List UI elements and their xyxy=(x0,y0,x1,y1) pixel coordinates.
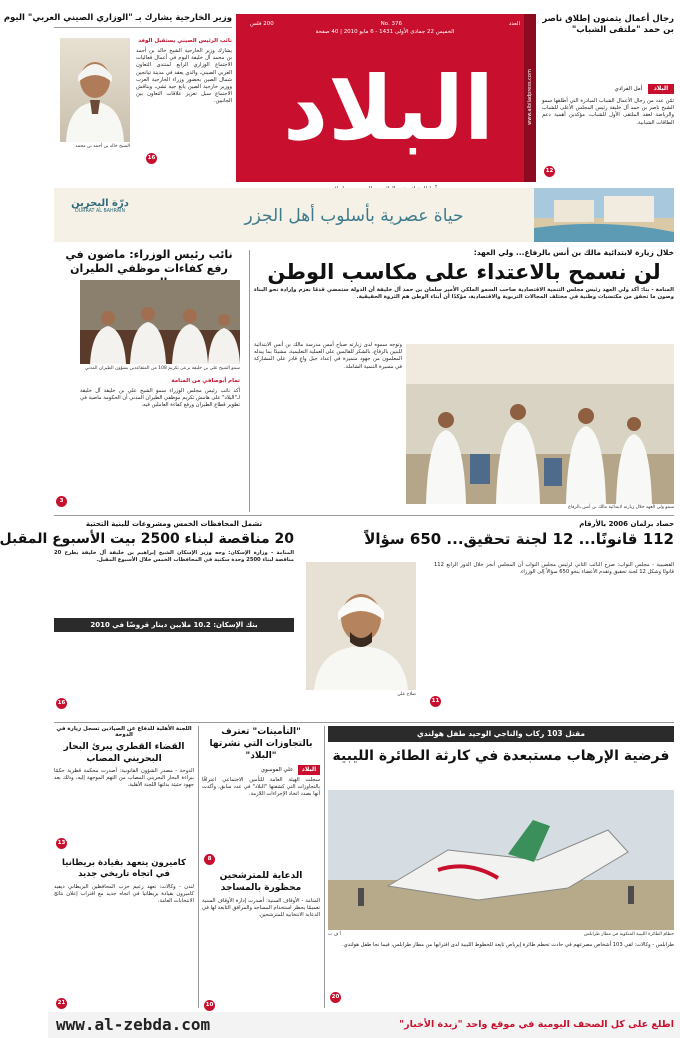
justice-story xyxy=(54,726,194,852)
crash-title: فرضية الإرهاب مستبعدة في كارثة الطائرة الليبية xyxy=(332,748,670,764)
insurance-author: علي الموسوي xyxy=(260,767,294,773)
masthead-info xyxy=(250,20,520,50)
footer-site[interactable]: www.al-zebda.com xyxy=(56,1015,211,1034)
parliament-caption: صلاح علي xyxy=(397,692,416,697)
parliament-story xyxy=(300,520,674,716)
column-divider xyxy=(249,250,250,512)
cameron-page-number: 21 xyxy=(56,998,67,1009)
crash-photo xyxy=(328,790,674,930)
justice-kicker: اللجنة الأهلية للدفاع عن الصيادين تسجل زيارة في الدوحة xyxy=(56,726,192,738)
issue-label: العدد xyxy=(508,21,520,27)
author-name: تمام أبوصافي من المنامة xyxy=(171,378,240,384)
fm-caption: الشيخ خالد بن أحمد بن محمد xyxy=(75,144,130,149)
cameron-title: كاميرون يتعهد بقيادة بريطانيا في اتجاه تاريخي جديد xyxy=(62,858,186,879)
divider-h1 xyxy=(54,515,674,516)
campaign-story xyxy=(202,870,320,1012)
divider-h2 xyxy=(54,722,674,723)
insurance-body: سجلت الهيئة العامة للتأمين الاجتماعي اعترافًا بالتجاوزات التي كشفتها "البلاد" في عدد سابق، وأكدت أنها بصدد اتخاذ الإجراءات اللازمة. xyxy=(202,777,320,798)
fm-kicker: نائب الرئيس الصيني يستقبل الوفد xyxy=(138,38,232,44)
tenders-banner xyxy=(54,618,294,632)
tenders-page-number: 16 xyxy=(56,698,67,709)
fm-photo xyxy=(60,38,130,142)
parliament-kicker: حصاد برلمان 2006 بالأرقام xyxy=(579,520,674,528)
tenders-story xyxy=(0,520,294,716)
lead-body: وتوجه سموه لدى زيارته صباح أمس مدرسة مالك بن أنس الابتدائية للبنين بالرفاع، بالشكر للقائمين على العملية التعليمية، مشيدًا بما يبذله المعلمون من جهود متميزة في إعداد جيل واعٍ قادر على المشاركة في مسيرة التنمية الشاملة. xyxy=(254,342,402,370)
crash-page-number: 20 xyxy=(330,992,341,1003)
issue-number: No. 376 xyxy=(380,21,402,27)
masthead-side-strip xyxy=(524,14,536,182)
deputy-pm-body: أكد نائب رئيس مجلس الوزراء سمو الشيخ علي بن خليفة آل خليفة لـ"البلاد" على هامش تكريم موظفي الطيران المدني أن الحكومة ماضية في تطوير قطاع الطيران ورفع كفاءة العاملين فيه. xyxy=(80,388,240,409)
ad-banner xyxy=(54,188,674,242)
parliament-title: 112 قانونًا... 12 لجنة تحقيق... 650 سؤالاً xyxy=(364,530,674,548)
side-strip-text: www.albiladpress.com xyxy=(527,69,533,125)
deputy-pm-photo xyxy=(80,280,240,364)
date-line: الخميس 22 جمادى الأولى 1431 - 6 مايو 2010 | 40 صفحة xyxy=(315,29,455,35)
deputy-pm-page-number: 3 xyxy=(56,496,67,507)
campaign-title: الدعاية للمترشحين محظورة بالمساجد xyxy=(219,871,303,893)
crash-caption: حطام الطائرة الليبية المنكوبة في مطار طرابلس xyxy=(584,932,674,937)
column-divider-2 xyxy=(198,726,199,1008)
lead-kicker: خلال زيارة لابتدائية مالك بن أنس بالرفاع... ولي العهد: xyxy=(473,248,674,257)
cameron-story xyxy=(54,858,194,1018)
fm-title: وزير الخارجية يشارك بـ "الوزاري الصيني العربي" اليوم xyxy=(54,14,232,28)
crash-kicker-bar xyxy=(328,726,674,742)
masthead-logo xyxy=(246,54,531,164)
lead-story xyxy=(254,248,674,512)
youth-author: أمل الفرادي xyxy=(614,86,643,92)
column-divider-3 xyxy=(324,726,325,1008)
price: 200 فلس xyxy=(250,21,274,27)
justice-title: القضاء القطري يبرئ البحار البحريني المصاب xyxy=(63,742,185,764)
footer-promo: اطلع على كل الصحف اليومية في موقع واحد "زبدة الأخبار" xyxy=(399,1019,674,1030)
insurance-tag: البلاد xyxy=(298,765,320,775)
youth-tag: البلاد xyxy=(648,84,674,94)
parliament-photo xyxy=(306,562,416,690)
tenders-body: المنامة - وزارة الإسكان: وجه وزير الإسكان الشيخ إبراهيم بن خليفة آل خليفة بطرح 20 مناقصة لبناء 2500 وحدة سكنية في المحافظات الخمس خلال الأسبوع المقبل. xyxy=(54,550,294,564)
insurance-title: بالتجاوزات التي نشرتها "البلاد" xyxy=(209,739,313,761)
lead-photo xyxy=(406,344,674,504)
logo-text: البلاد xyxy=(282,57,495,160)
youth-page-number: 12 xyxy=(544,166,555,177)
ad-brand xyxy=(60,198,140,234)
parliament-body: القضيبية - مجلس النواب: صرح النائب الثاني لرئيس مجلس النواب أن المجلس أنجز خلال الدور الرابع 112 قانونًا وشكل 12 لجنة تحقيق وتقدم الأعضاء بنحو 650 سؤالاً إلى الوزراء. xyxy=(434,562,674,576)
insurance-page-number: 8 xyxy=(204,854,215,865)
cameron-body: لندن - وكالات: تعهد زعيم حزب المحافظين البريطاني ديفيد كاميرون بقيادة بريطانيا في اتجاه جديد مع اقتراب إعلان نتائج الانتخابات العامة. xyxy=(54,884,194,905)
footer xyxy=(48,1012,680,1038)
tenders-kicker: تشمل المحافظات الخمس ومشروعات للبنية التحتية xyxy=(85,520,263,528)
crash-body: طرابلس - وكالات: لقي 103 أشخاص مصرعهم في حادث تحطم طائرة إيرباص تابعة للخطوط الليبية لدى اقترابها من مطار طرابلس، فيما نجا طفل هولندي. xyxy=(341,942,674,948)
lead-title: لن نسمح بالاعتداء على مكاسب الوطن xyxy=(267,260,661,284)
lead-caption: سمو ولي العهد خلال زيارته لابتدائية مالك بن أنس بالرفاع xyxy=(568,505,674,510)
deputy-pm-author xyxy=(110,378,240,384)
insurance-story xyxy=(202,726,320,866)
deputy-pm-title: نائب رئيس الوزراء: ماضون في رفع كفاءات موظفي الطيران xyxy=(65,248,233,275)
campaign-page-number: 10 xyxy=(204,1000,215,1011)
lead-intro: المنامة - بنا: أكد ولي العهد رئيس مجلس التنمية الاقتصادية صاحب السمو الملكي الأمير سلمان بن حمد آل خليفة أن الدولة ستمضي قدمًا بعزم وإرادة نحو البناء وصون ما تحقق من مكتسبات وطنية في مختلف المجالات التربوية والاقتصادية، مؤكدًا أن أبناء الوطن هم الثروة الحقيقية. xyxy=(254,287,674,301)
insurance-kicker: "التأمينات" تعترف xyxy=(221,727,301,737)
fm-body: يشارك وزير الخارجية الشيخ خالد بن أحمد بن محمد آل خليفة اليوم في أعمال فعاليات الاجتماع الوزاري الرابع لمنتدى التعاون العربي الصيني، والذي يعقد في مدينة تيانجين شمال الصين بحضور وزراء الخارجية العرب ووزير خارجية الصين يانغ جيه تشي، ويناقش الاجتماع سبل تعزيز علاقات التعاون بين الجانبين. xyxy=(136,48,232,105)
tenders-banner-text: بنك الإسكان: 10.2 ملايين دينار قروضًا في 2010 xyxy=(90,621,258,629)
masthead xyxy=(236,14,536,182)
crash-credit: أ ف ب xyxy=(328,932,342,937)
ad-slogan: حياة عصرية بأسلوب أهل الجزر xyxy=(244,206,464,226)
crash-story xyxy=(328,726,674,1008)
justice-body: الدوحة - مصدر الشؤون القانونية: أصدرت محكمة قطرية حكمًا ببراءة البحار البحريني المصاب من التهم الموجهة إليه، وذلك بعد جهود حثيثة بذلتها اللجنة الأهلية. xyxy=(54,768,194,789)
deputy-pm-caption: سمو الشيخ علي بن خليفة يرعى تكريم 108 من المتقاعدين بشؤون الطيران المدني xyxy=(84,366,240,371)
youth-title: رجال أعمال يثمنون إطلاق ناصر بن حمد "ملتقى الشباب" xyxy=(542,14,674,35)
ad-brand-en: DURRAT AL BAHRAIN xyxy=(74,209,126,214)
tenders-title: 20 مناقصة لبناء 2500 بيت الأسبوع المقبل xyxy=(0,531,294,547)
parliament-page-number: 11 xyxy=(430,696,441,707)
deputy-pm-story xyxy=(54,248,244,510)
fm-story xyxy=(3,13,232,164)
campaign-body: المنامة - الأوقاف السنية: أصدرت إدارة الأوقاف السنية تعميمًا يحظر استخدام المساجد والمرافق التابعة لها في الدعاية الانتخابية للمترشحين. xyxy=(202,898,320,919)
ad-resort-image xyxy=(534,188,674,242)
crash-kicker: مقتل 103 ركاب والناجي الوحيد طفل هولندي xyxy=(416,729,586,738)
youth-story xyxy=(542,14,674,182)
fm-page-number: 16 xyxy=(146,153,157,164)
youth-body: ثمّن عدد من رجال الأعمال الشباب المبادرة التي أطلقها سمو الشيخ ناصر بن حمد آل خليفة رئيس المجلس الأعلى للشباب والرياضة لعقد الملتقى الأول للشباب، مؤكدين أهمية دعم الطاقات الشبابية. xyxy=(542,98,674,126)
crash-caption-row xyxy=(328,932,674,940)
justice-page-number: 13 xyxy=(56,838,67,849)
ad-brand-name: درّة البحرين xyxy=(71,198,129,209)
